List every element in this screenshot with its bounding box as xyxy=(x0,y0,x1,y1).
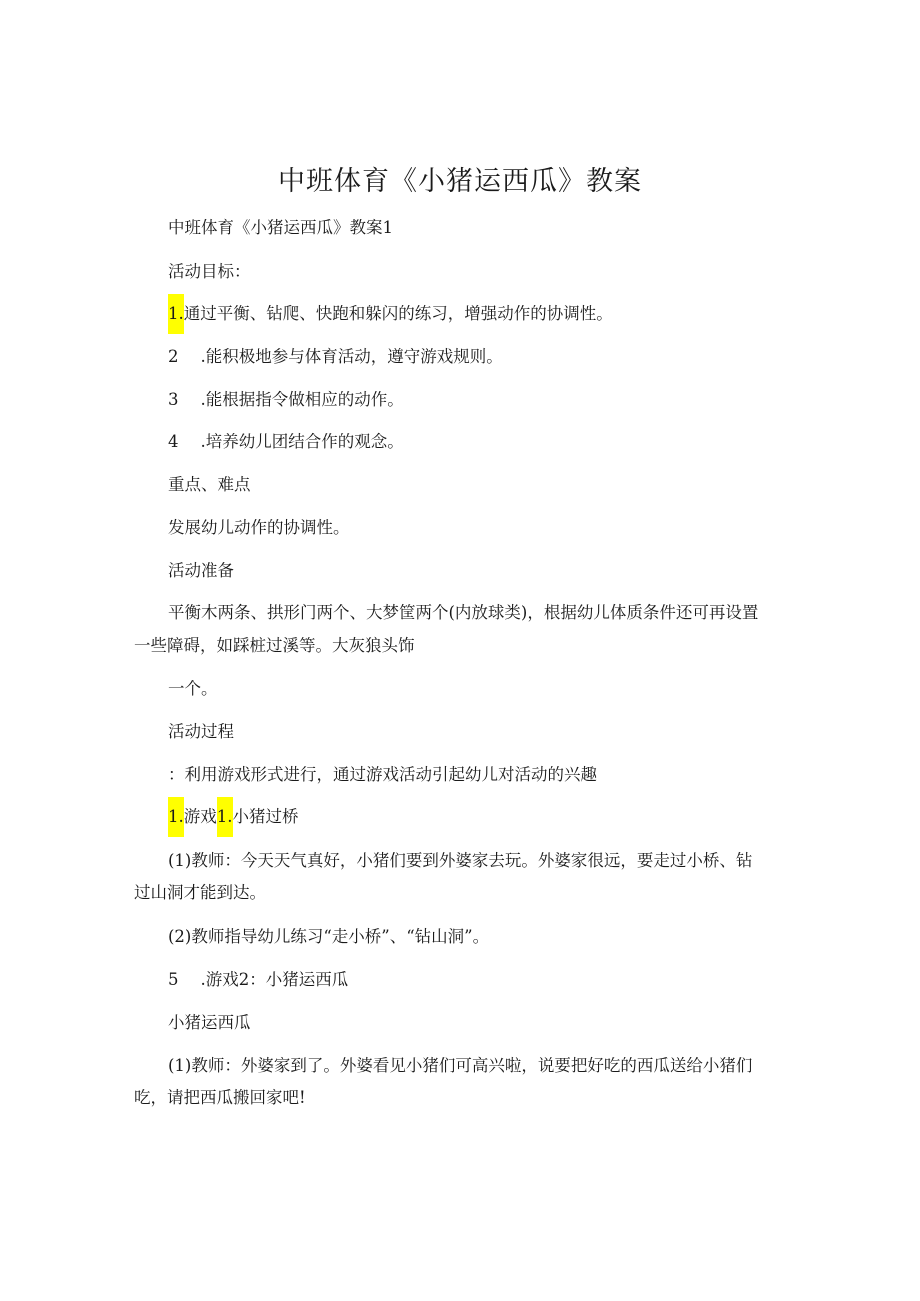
prep-paragraph-line-1: 平衡木两条、拱形门两个、大梦筐两个(内放球类)，根据幼儿体质条件还可再设置 xyxy=(168,603,759,622)
goal-item-4 xyxy=(168,430,404,454)
process-intro: ：利用游戏形式进行，通过游戏活动引起幼儿对活动的兴趣 xyxy=(168,765,597,784)
game-2-step-1-line-2: 吃，请把西瓜搬回家吧! xyxy=(134,1088,306,1107)
game-1-title: 小猪过桥 xyxy=(232,807,299,826)
highlight-mark: 1. xyxy=(217,797,233,837)
game-1-step-1-line-2: 过山洞才能到达。 xyxy=(134,883,266,902)
section-subtitle: 中班体育《小猪运西瓜》教案1 xyxy=(168,218,393,237)
goal-text: 通过平衡、钻爬、快跑和躲闪的练习，增强动作的协调性。 xyxy=(183,304,613,323)
goal-item-3 xyxy=(168,388,404,412)
prep-paragraph-line-2: 一些障碍，如踩桩过溪等。大灰狼头饰 xyxy=(134,636,415,655)
game-2-step-1-line-1: (1)教师：外婆家到了。外婆看见小猪们可高兴啦，说要把好吃的西瓜送给小猪们 xyxy=(168,1056,753,1075)
game-2-subheading: 小猪运西瓜 xyxy=(168,1013,251,1032)
goal-item-2 xyxy=(168,345,503,369)
goal-number: 2 xyxy=(168,347,179,366)
prep-paragraph-line-3: 一个。 xyxy=(168,679,218,698)
document-title: 中班体育《小猪运西瓜》教案 xyxy=(278,166,642,197)
goal-text: .能根据指令做相应的动作。 xyxy=(200,390,404,409)
game-1-heading xyxy=(168,805,299,829)
game-2-heading xyxy=(168,968,348,992)
game-2-title: .游戏2：小猪运西瓜 xyxy=(200,970,349,989)
key-heading: 重点、难点 xyxy=(168,475,251,494)
game-1-step-1-line-1: (1)教师：今天天气真好，小猪们要到外婆家去玩。外婆家很远，要走过小桥、钻 xyxy=(168,851,753,870)
goal-item-1 xyxy=(168,302,613,326)
highlight-mark: 1. xyxy=(168,294,184,334)
prep-heading: 活动准备 xyxy=(168,561,234,580)
goal-number: 3 xyxy=(168,390,179,409)
goals-heading: 活动目标： xyxy=(168,262,251,281)
highlight-mark: 1. xyxy=(168,797,184,837)
game-2-number: 5 xyxy=(168,970,179,989)
goal-text: .培养幼儿团结合作的观念。 xyxy=(200,432,404,451)
process-heading: 活动过程 xyxy=(168,722,234,741)
key-text: 发展幼儿动作的协调性。 xyxy=(168,518,350,537)
game-1-label: 游戏 xyxy=(183,807,217,826)
goal-text: .能积极地参与体育活动，遵守游戏规则。 xyxy=(200,347,503,366)
game-1-step-2: (2)教师指导幼儿练习“走小桥”、“钻山洞”。 xyxy=(168,927,490,946)
goal-number: 4 xyxy=(168,432,179,451)
